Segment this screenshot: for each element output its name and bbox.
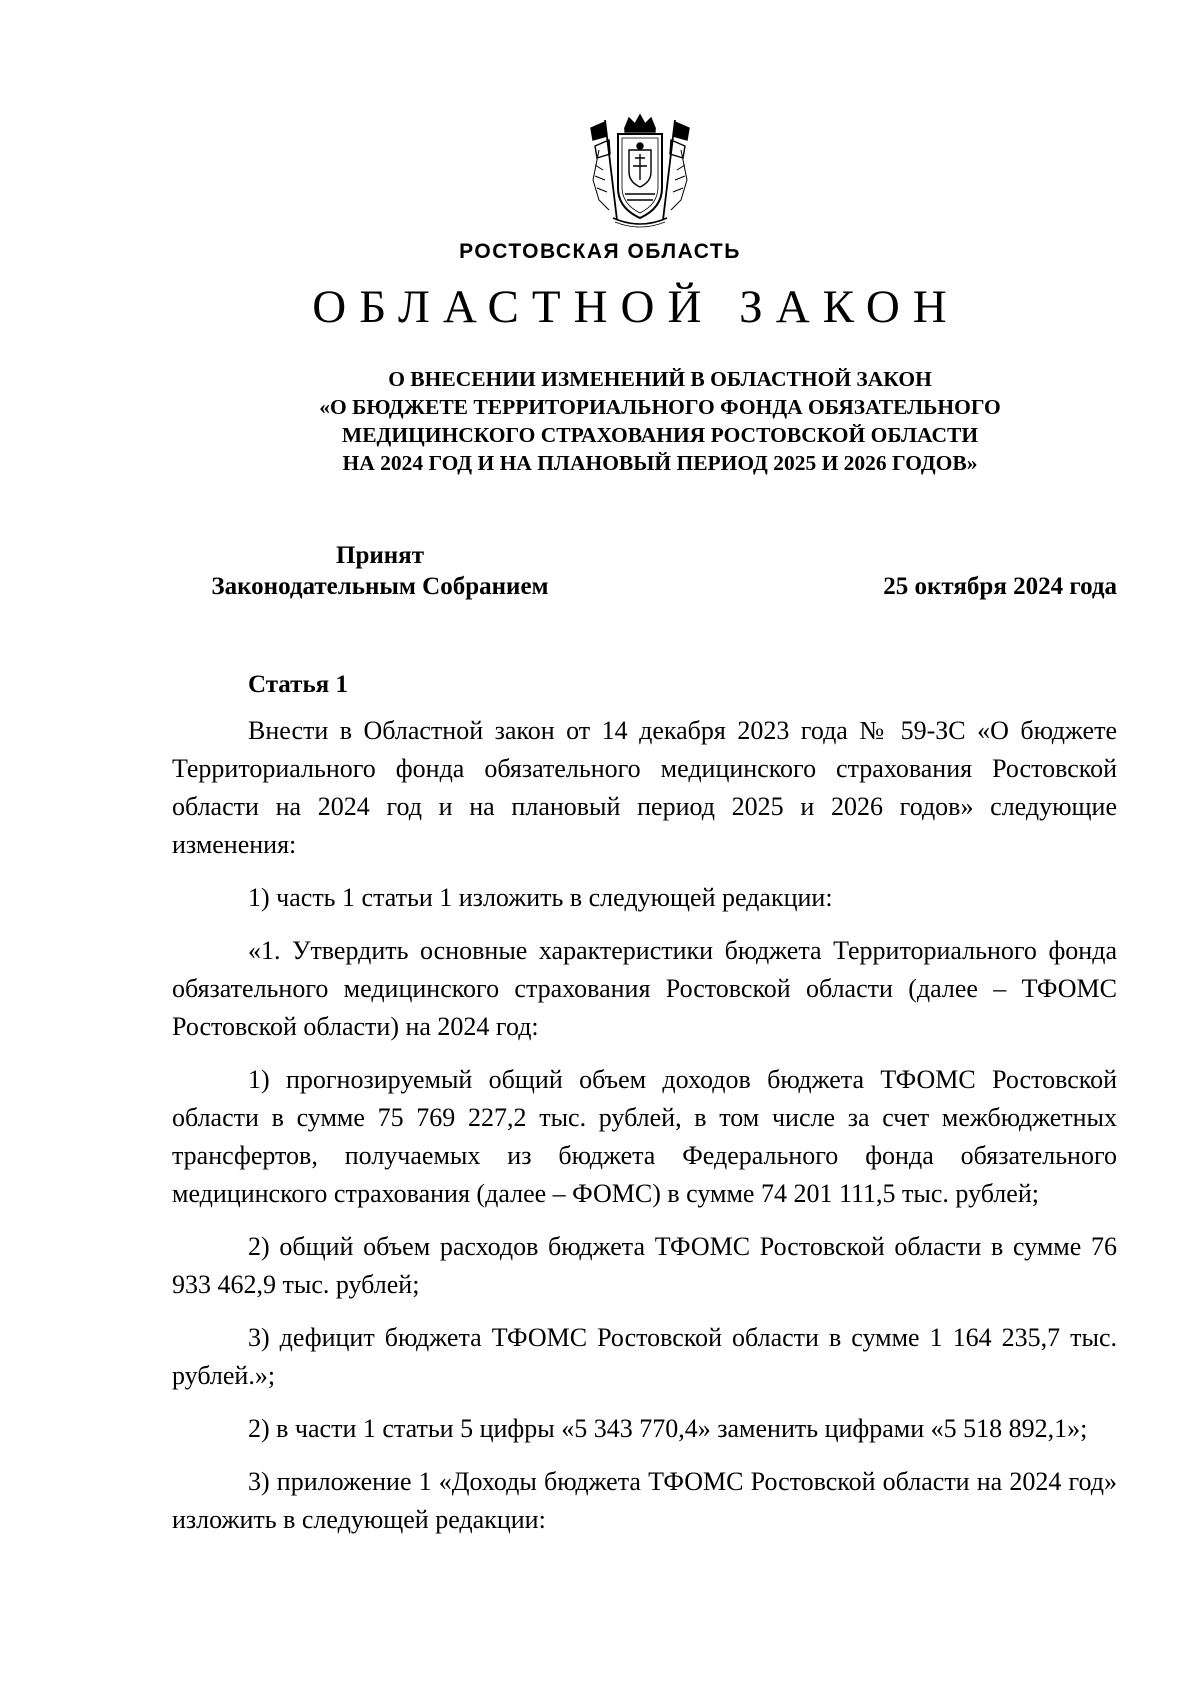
article-paragraph: «1. Утвердить основные характеристики бюджета Территориального фонда обязательного медицинского страхования Ростовской области (далее – ТФОМС Ростовской области) на 2024 год:	[172, 936, 1117, 1041]
article-paragraph: 1) часть 1 статьи 1 изложить в следующей редакции:	[248, 883, 833, 912]
adoption-line-adopted: Принят	[336, 542, 424, 569]
article-paragraph: Внести в Областной закон от 14 декабря 2023 года № 59-ЗС «О бюджете Территориального фонда обязательного медицинского страхования Ростовской области на 2024 год и на плановый период 2025 и 2026 годов» следующие изменения:	[172, 716, 1117, 859]
article-paragraph: 3) дефицит бюджета ТФОМС Ростовской области в сумме 1 164 235,7 тыс. рублей.»;	[172, 1323, 1117, 1390]
law-title-line: МЕДИЦИНСКОГО СТРАХОВАНИЯ РОСТОВСКОЙ ОБЛАСТИ	[341, 423, 979, 447]
article-paragraph: 2) общий объем расходов бюджета ТФОМС Ростовской области в сумме 76 933 462,9 тыс. рублей;	[172, 1232, 1117, 1299]
adoption-date: 25 октября 2024 года	[883, 573, 1117, 600]
article-heading: Статья 1	[248, 671, 348, 698]
law-title	[0, 365, 1200, 477]
article-paragraph: 2) в части 1 статьи 5 цифры «5 343 770,4» заменить цифрами «5 518 892,1»;	[248, 1414, 1088, 1443]
adoption-line-assembly: Законодательным Собранием	[211, 573, 549, 600]
law-type-heading: ОБЛАСТНОЙ ЗАКОН	[312, 281, 960, 333]
article-paragraph: 1) прогнозируемый общий объем доходов бюджета ТФОМС Ростовской области в сумме 75 769 227,2 тыс. рублей, в том числе за счет межбюджетных трансфертов, получаемых из бюджета Федерального фонда обязательного медицинского страхования (далее – ФОМС) в сумме 74 201 111,5 тыс. рублей;	[172, 1065, 1117, 1208]
law-title-line: О ВНЕСЕНИИ ИЗМЕНЕНИЙ В ОБЛАСТНОЙ ЗАКОН	[388, 367, 932, 391]
article-paragraph: 3) приложение 1 «Доходы бюджета ТФОМС Ростовской области на 2024 год» изложить в следующей редакции:	[172, 1467, 1117, 1534]
law-title-line: НА 2024 ГОД И НА ПЛАНОВЫЙ ПЕРИОД 2025 И 2026 ГОДОВ»	[342, 451, 978, 475]
rostov-oblast-coat-of-arms-icon	[585, 110, 695, 230]
article-body	[172, 712, 1117, 1554]
region-name: РОСТОВСКАЯ ОБЛАСТЬ	[459, 240, 741, 263]
law-title-line: «О БЮДЖЕТЕ ТЕРРИТОРИАЛЬНОГО ФОНДА ОБЯЗАТЕЛЬНОГО	[319, 395, 1001, 419]
adoption-body	[170, 540, 590, 602]
